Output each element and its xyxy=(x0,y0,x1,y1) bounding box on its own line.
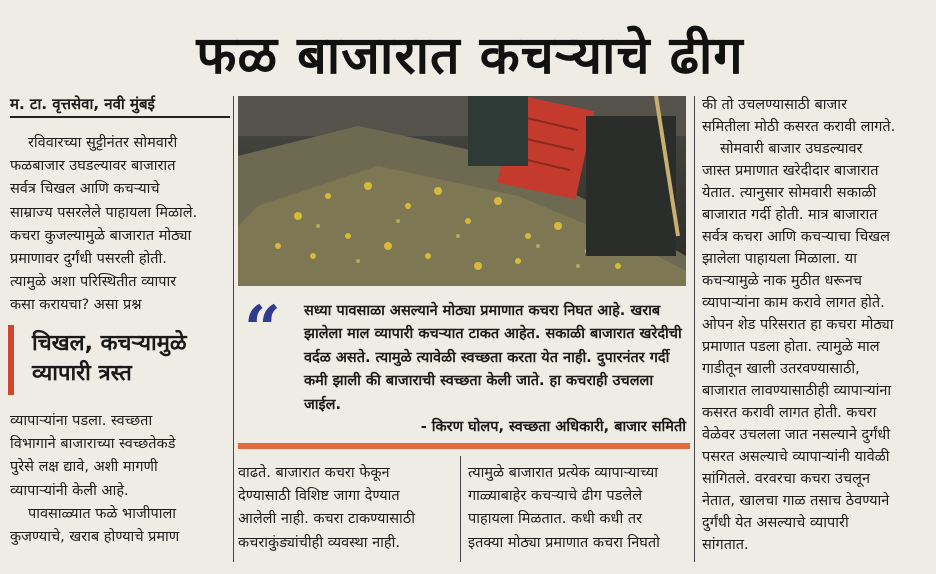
text-line: की तो उचलण्यासाठी बाजार xyxy=(702,97,847,113)
text-line: रविवारच्या सुट्टीनंतर सोमवारी xyxy=(28,135,178,151)
text-line: येतात. त्यानुसार सोमवारी सकाळी xyxy=(702,185,877,201)
column-divider xyxy=(460,456,461,562)
text-line: गाडीतून खाली उतरवण्यासाठी, xyxy=(702,361,860,377)
article-column-3-bottom xyxy=(468,462,688,555)
text-line: नेतात, खालचा गाळ तसाच ठेवण्याने xyxy=(702,493,890,509)
text-line: कसरत करावी लागत होती. कचरा xyxy=(702,405,877,421)
text-line: पाहायला मिळतात. कधी कधी तर xyxy=(468,511,643,528)
text-line: समितीला मोठी कसरत करावी लागते. xyxy=(702,119,896,135)
column-divider xyxy=(233,96,234,562)
text-line: कचराकुंड्यांचीही व्यवस्था नाही. xyxy=(238,534,400,551)
text-line: विभागाने बाजाराच्या स्वच्छतेकडे xyxy=(10,436,176,453)
text-line: बाजारात गर्दी होती. मात्र बाजारात xyxy=(702,207,878,223)
text-line: वाढते. बाजारात कचरा फेकून xyxy=(238,465,390,481)
quote-text: सध्या पावसाळा असल्याने मोठ्या प्रमाणात कचरा निघत आहे. खराब झालेला माल व्यापारी कचऱ्यात टाकत आहेत. सकाळी बाजारात खरेदीची वर्दळ असते. त्यामुळे त्यावेळी स्वच्छता करता येत नाही. दुपारनंतर गर्दी कमी झाली की बाजाराची स्वच्छता केली जाते. हा कचराही उचलला जाईल. xyxy=(304,303,682,413)
text-line: सोमवारी बाजार उघडल्यावर xyxy=(720,141,863,157)
article-photo xyxy=(238,96,686,286)
text-line: फळबाजार उघडल्यावर बाजारात xyxy=(10,158,176,175)
column-divider xyxy=(694,96,695,562)
text-line: व्यापाऱ्यांना काम करावे लागत होते. xyxy=(702,295,885,311)
text-line: वेळेवर उचलला जात नसल्याने दुर्गंधी xyxy=(702,427,891,443)
article-column-1-bottom xyxy=(10,410,228,549)
text-line: साम्राज्य पसरलेले पाहायला मिळाले. xyxy=(10,204,198,221)
text-line: सर्वत्र कचरा आणि कचऱ्याचा चिखल xyxy=(702,229,890,245)
text-line: प्रमाणावर दुर्गंधी पसरली होती. xyxy=(10,251,167,268)
text-line: कचऱ्यामुळे नाक मुठीत धरूनच xyxy=(702,273,863,289)
text-line: सांगतात. xyxy=(702,537,749,553)
text-line: त्यामुळे बाजारात प्रत्येक व्यापाऱ्याच्या xyxy=(468,465,659,481)
text-line: जास्त प्रमाणात खरेदीदार बाजारात xyxy=(702,163,879,179)
text-line: ओपन शेड परिसरात हा कचरा मोठ्या xyxy=(702,317,894,333)
section-divider-bar xyxy=(238,443,690,449)
text-line: कचरा कुजल्यामुळे बाजारात मोठ्या xyxy=(10,227,192,244)
text-line: पुरेसे लक्ष द्यावे, अशी मागणी xyxy=(10,459,158,476)
text-line: व्यापाऱ्यांनी केली आहे. xyxy=(10,482,129,499)
text-line: सांगितले. वरवरचा कचरा उचलून xyxy=(702,471,871,487)
text-line: देण्यासाठी विशिष्ट जागा देण्यात xyxy=(238,488,400,505)
quote-mark-icon: “ xyxy=(244,292,281,367)
text-line: प्रमाणात पडला होता. त्यामुळे माल xyxy=(702,339,880,355)
subhead: चिखल, कचऱ्यामुळे व्यापारी त्रस्त xyxy=(32,331,187,386)
text-line: दुर्गंधी येत असल्याचे व्यापारी xyxy=(702,515,849,531)
text-line: इतक्या मोठ्या प्रमाणात कचरा निघतो xyxy=(468,534,660,551)
text-line: गाळ्याबाहेर कचऱ्याचे ढीग पडलेले xyxy=(468,488,643,505)
text-line: झालेला पाहायला मिळाला. या xyxy=(702,251,857,267)
text-line: कसा करायचा? असा प्रश्न xyxy=(10,297,142,314)
text-line: व्यापाऱ्यांना पडला. स्वच्छता xyxy=(10,413,153,429)
article-column-1-top xyxy=(10,132,228,318)
text-line: पसरत असल्याचे व्यापाऱ्यांनी यावेळी xyxy=(702,449,890,465)
headline: फळ बाजारात कचऱ्याचे ढीग xyxy=(196,26,744,86)
subhead-box xyxy=(8,325,230,395)
quote-attribution: - किरण घोलप, स्वच्छता अधिकारी, बाजार समिती xyxy=(420,419,686,435)
byline: म. टा. वृत्तसेवा, नवी मुंबई xyxy=(10,94,230,118)
pull-quote xyxy=(244,292,692,438)
article-column-4 xyxy=(702,94,918,556)
text-line: बाजारात लावण्यासाठीही व्यापाऱ्यांना xyxy=(702,383,892,399)
article-column-2-bottom xyxy=(238,462,452,555)
text-line: कुजण्याचे, खराब होण्याचे प्रमाण xyxy=(10,529,180,546)
text-line: सर्वत्र चिखल आणि कचऱ्याचे xyxy=(10,181,160,198)
text-line: पावसाळ्यात फळे भाजीपाला xyxy=(28,505,177,522)
garbage-pile-photo xyxy=(238,96,686,286)
text-line: आलेली नाही. कचरा टाकण्यासाठी xyxy=(238,511,415,528)
text-line: त्यामुळे अशा परिस्थितीत व्यापार xyxy=(10,274,177,291)
